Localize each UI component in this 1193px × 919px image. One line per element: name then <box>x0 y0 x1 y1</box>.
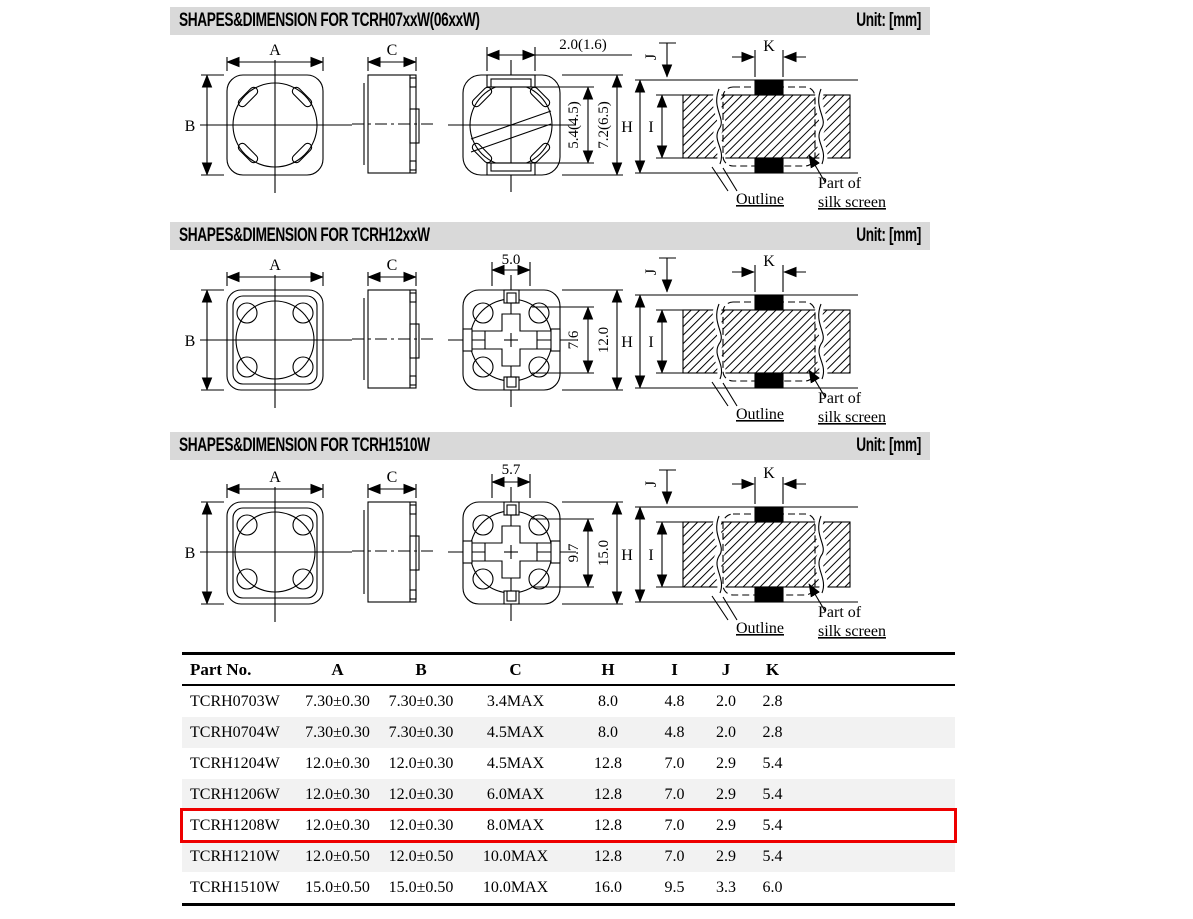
cell-a: 12.0±0.50 <box>305 847 370 865</box>
cell-c: 4.5MAX <box>486 754 545 772</box>
cell-c: 10.0MAX <box>482 878 549 896</box>
dim-outer: 12.0 <box>596 326 612 354</box>
cell-part: TCRH1204W <box>190 754 280 772</box>
dim-label-b: B <box>184 333 196 350</box>
cell-b: 7.30±0.30 <box>388 692 454 710</box>
cell-i: 7.0 <box>664 847 685 865</box>
cell-b: 12.0±0.30 <box>388 816 454 834</box>
section-unit: Unit: [mm] <box>856 435 921 456</box>
silkscreen-label-1: Part of <box>818 390 862 407</box>
col-header-part: Part No. <box>182 654 295 686</box>
cell-j: 2.9 <box>716 754 736 772</box>
cell-j: 2.0 <box>716 723 736 741</box>
dim-label-a: A <box>269 42 281 59</box>
section-unit: Unit: [mm] <box>856 10 921 31</box>
cell-b: 12.0±0.50 <box>388 847 454 865</box>
top-view <box>200 484 352 622</box>
side-view <box>352 57 433 173</box>
section-tcrh1510 <box>170 432 1193 650</box>
cell-i: 9.5 <box>664 878 685 896</box>
dim-inner: 5.4(4.5) <box>566 101 582 149</box>
cell-k: 5.4 <box>762 816 783 834</box>
section-title: SHAPES&DIMENSION FOR TCRH12xxW <box>179 225 430 246</box>
dimension-drawing-tcrh07 <box>170 35 1193 217</box>
cell-i: 7.0 <box>664 754 685 772</box>
cell-part: TCRH1206W <box>190 785 280 803</box>
col-header-c: C <box>462 654 569 686</box>
section-header <box>170 432 930 460</box>
cell-j: 3.3 <box>716 878 736 896</box>
cell-j: 2.9 <box>716 785 736 803</box>
dim-label-c: C <box>386 42 398 59</box>
dim-label-h: H <box>621 334 633 351</box>
cell-j: 2.9 <box>716 847 736 865</box>
cell-i: 7.0 <box>664 816 685 834</box>
dim-label-j: J <box>643 53 660 61</box>
cell-k: 2.8 <box>762 692 783 710</box>
cell-a: 7.30±0.30 <box>305 692 370 710</box>
silkscreen-label-2: silk screen <box>818 623 886 640</box>
cell-a: 12.0±0.30 <box>305 754 370 772</box>
table-row-tcrh1210w <box>182 841 955 872</box>
top-view <box>200 272 352 408</box>
cell-i: 4.8 <box>664 692 685 710</box>
table-row-tcrh1510w <box>182 872 955 905</box>
cell-part: TCRH1208W <box>190 816 280 834</box>
dim-label-c: C <box>386 469 398 486</box>
cell-i: 4.8 <box>664 723 685 741</box>
col-header-h: H <box>569 654 647 686</box>
land-pattern <box>635 470 858 620</box>
cell-b: 7.30±0.30 <box>388 723 454 741</box>
dim-label-h: H <box>621 119 633 136</box>
cell-a: 15.0±0.50 <box>305 878 370 896</box>
land-pattern <box>635 43 858 191</box>
dim-label-b: B <box>184 118 196 135</box>
cell-i: 7.0 <box>664 785 685 803</box>
silkscreen-label-1: Part of <box>818 604 862 621</box>
col-header-k: K <box>750 654 795 686</box>
cell-b: 12.0±0.30 <box>388 754 454 772</box>
cell-part: TCRH1510W <box>190 878 280 896</box>
cell-b: 15.0±0.50 <box>388 878 454 896</box>
section-tcrh07 <box>170 7 1193 217</box>
cell-c: 10.0MAX <box>482 847 549 865</box>
cell-a: 12.0±0.30 <box>305 785 370 803</box>
section-unit: Unit: [mm] <box>856 225 921 246</box>
cell-part: TCRH0703W <box>190 692 280 710</box>
silkscreen-label-2: silk screen <box>818 409 886 426</box>
cell-h: 8.0 <box>598 723 618 741</box>
dim-label-k: K <box>763 38 775 55</box>
cell-h: 8.0 <box>598 692 618 710</box>
section-tcrh12 <box>170 222 1193 428</box>
dim-label-h: H <box>621 547 633 564</box>
dimension-table-wrap <box>182 652 955 906</box>
col-header-a: A <box>295 654 380 686</box>
cell-a: 12.0±0.30 <box>305 816 370 834</box>
silkscreen-label-2: silk screen <box>818 194 886 211</box>
section-header <box>170 7 930 35</box>
cell-c: 8.0MAX <box>486 816 545 834</box>
dimension-drawing-tcrh1510 <box>170 460 1193 650</box>
cell-a: 7.30±0.30 <box>305 723 370 741</box>
cell-j: 2.0 <box>716 692 736 710</box>
dim-label-i: I <box>648 547 654 564</box>
dim-label-c: C <box>386 257 398 274</box>
table-header-row <box>182 654 955 686</box>
section-title: SHAPES&DIMENSION FOR TCRH1510W <box>179 435 430 456</box>
top-view <box>200 57 352 193</box>
table-row-tcrh1208w-highlighted <box>182 810 955 841</box>
silkscreen-label-1: Part of <box>818 175 862 192</box>
dim-label-i: I <box>648 334 654 351</box>
col-header-spacer <box>795 654 955 686</box>
cell-h: 12.8 <box>594 754 622 772</box>
cell-c: 6.0MAX <box>486 785 545 803</box>
table-row-tcrh0703w <box>182 685 955 717</box>
dim-label-j: J <box>643 268 660 276</box>
table-row-tcrh1204w <box>182 748 955 779</box>
dim-label-b: B <box>184 545 196 562</box>
dim-outer: 7.2(6.5) <box>596 101 612 149</box>
cell-c: 4.5MAX <box>486 723 545 741</box>
table-row-tcrh1206w <box>182 779 955 810</box>
dim-label-k: K <box>763 253 775 270</box>
dim-top: 5.7 <box>501 462 521 478</box>
outline-label: Outline <box>736 406 784 423</box>
side-view <box>352 272 433 388</box>
dimension-drawing-tcrh12 <box>170 250 1193 428</box>
dim-top: 5.0 <box>501 252 521 268</box>
dimension-table <box>182 652 955 906</box>
outline-label: Outline <box>736 191 784 208</box>
dim-label-a: A <box>269 257 281 274</box>
col-header-j: J <box>702 654 750 686</box>
side-view <box>352 484 433 602</box>
cell-k: 2.8 <box>762 723 783 741</box>
col-header-b: B <box>380 654 462 686</box>
dim-outer: 15.0 <box>596 539 612 567</box>
section-title: SHAPES&DIMENSION FOR TCRH07xxW(06xxW) <box>179 10 480 31</box>
cell-h: 16.0 <box>594 878 622 896</box>
cell-j: 2.9 <box>716 816 736 834</box>
dim-label-k: K <box>763 465 775 482</box>
section-header <box>170 222 930 250</box>
cell-part: TCRH0704W <box>190 723 280 741</box>
cell-k: 5.4 <box>762 785 783 803</box>
dim-label-a: A <box>269 469 281 486</box>
cell-h: 12.8 <box>594 816 622 834</box>
dim-label-j: J <box>643 480 660 488</box>
dim-top: 2.0(1.6) <box>559 37 607 53</box>
dim-inner: 7.6 <box>566 330 582 350</box>
cell-h: 12.8 <box>594 785 622 803</box>
cell-b: 12.0±0.30 <box>388 785 454 803</box>
cell-c: 3.4MAX <box>486 692 545 710</box>
outline-label: Outline <box>736 620 784 637</box>
dim-inner: 9.7 <box>566 543 582 563</box>
land-pattern <box>635 258 858 406</box>
col-header-i: I <box>647 654 702 686</box>
cell-k: 5.4 <box>762 754 783 772</box>
cell-k: 6.0 <box>762 878 783 896</box>
cell-part: TCRH1210W <box>190 847 280 865</box>
cell-k: 5.4 <box>762 847 783 865</box>
cell-h: 12.8 <box>594 847 622 865</box>
dim-label-i: I <box>648 119 654 136</box>
table-row-tcrh0704w <box>182 717 955 748</box>
